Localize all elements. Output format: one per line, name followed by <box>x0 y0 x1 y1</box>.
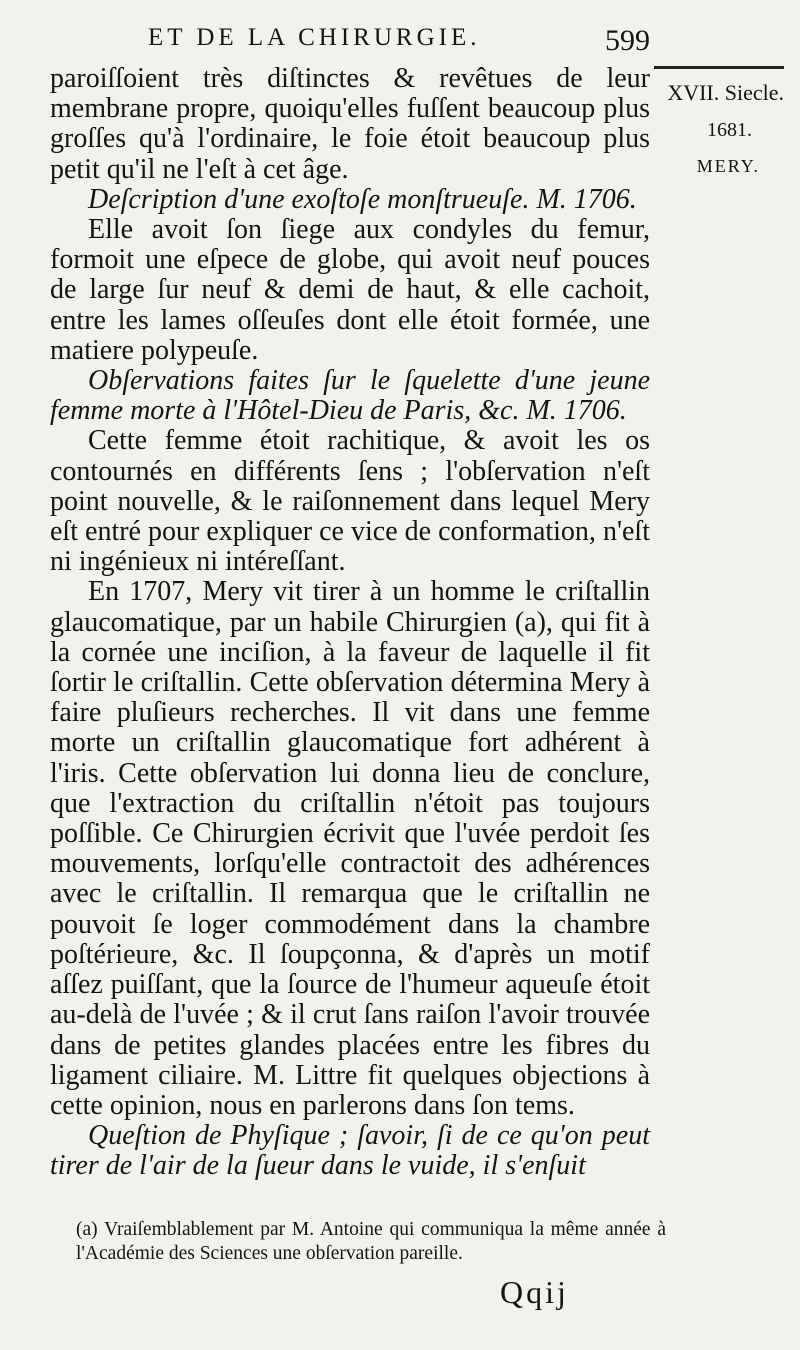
page-header <box>118 18 650 58</box>
page-number: 599 <box>605 24 650 57</box>
paragraph: En 1707, Mery vit tirer à un homme le criſtallin glaucomatique, par un habile Chirurgien (a), qui fit à la cornée une inciſion, à la faveur de laquelle il fit ſortir le criſtallin. Cette obſervation détermina Mery à faire pluſieurs recherches. Il vit dans une femme morte un criſtallin glaucomatique fort adhérent à l'iris. Cette obſervation lui donna lieu de conclure, que l'extraction du criſtallin n'étoit pas toujours poſſible. Ce Chirurgien écrivit que l'uvée perdoit ſes mouvements, lorſqu'elle contractoit des adhérences avec le criſtallin. Il remarqua que le criſtallin ne pouvoit ſe loger commodément dans la chambre poſtérieure, &c. Il ſoupçonna, & d'après un motif aſſez puiſſant, que la ſource de l'humeur aqueuſe étoit au-delà de l'uvée ; & il crut ſans raiſon l'avoir trouvée dans de petites glandes placées entre les fibres du ligament ciliaire. M. Littre fit quelques objections à cette opinion, nous en parlerons dans ſon tems. <box>50 576 650 1121</box>
margin-year: 1681. <box>707 119 752 141</box>
signature-mark: Qqij <box>500 1274 569 1310</box>
section-heading: Deſcription d'une exoſtoſe monſtrueuſe. M. 1706. <box>88 183 637 215</box>
running-head: ET DE LA CHIRURGIE. <box>148 24 481 51</box>
margin-century: XVII. Siecle. <box>667 80 784 105</box>
paragraph: Elle avoit ſon ſiege aux condyles du femur, formoit une eſpece de globe, qui avoit neuf pouces de large ſur neuf & demi de haut, & elle cachoit, entre les lames oſſeuſes dont elle étoit formée, une matiere polypeuſe. <box>50 214 650 366</box>
margin-author: MERY. <box>696 156 760 176</box>
footnote: (a) Vraiſemblablement par M. Antoine qui communiqua la même année à l'Académie des Sciences une obſervation pareille. <box>76 1219 666 1264</box>
section-heading: Queſtion de Phyſique ; ſavoir, ſi de ce qu'on peut tirer de l'air de la ſueur dans le vuide, il s'enſuit <box>50 1120 650 1182</box>
main-text <box>50 64 650 1182</box>
paragraph-continuation: paroiſſoient très diſtinctes & revêtues de leur membrane propre, quoiqu'elles fuſſent beaucoup plus groſſes qu'à l'ordinaire, le foie étoit beaucoup plus petit qu'il ne l'eſt à cet âge. <box>50 63 650 185</box>
margin-rule <box>654 66 784 69</box>
paragraph: Cette femme étoit rachitique, & avoit les os contournés en différents ſens ; l'obſervation n'eſt point nouvelle, & le raiſonnement dans lequel Mery eſt entré pour expliquer ce vice de conformation, n'eſt ni ingénieux ni intéreſſant. <box>50 425 650 578</box>
margin-note <box>654 66 784 181</box>
section-heading: Obſervations faites ſur le ſquelette d'une jeune femme morte à l'Hôtel-Dieu de Paris, &c. M. 1706. <box>50 365 650 427</box>
